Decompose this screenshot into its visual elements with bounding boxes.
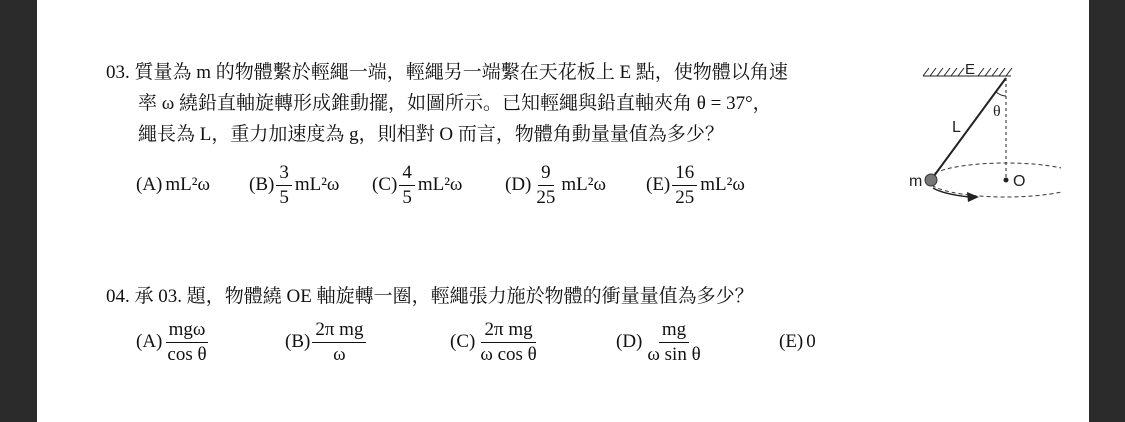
- label-O: O: [1013, 173, 1026, 190]
- option-value: 0: [806, 331, 816, 352]
- q04-option-b: [285, 312, 369, 372]
- q03-option-c: [372, 155, 462, 215]
- fraction-numerator: 3: [276, 162, 292, 186]
- q03-options: [136, 155, 836, 215]
- fraction-numerator: mgω: [166, 319, 209, 343]
- option-expression: mL²ω: [561, 174, 606, 195]
- option-expression: mL²ω: [700, 174, 745, 195]
- option-label: (C): [450, 331, 476, 352]
- option-label: (E): [646, 174, 671, 195]
- fraction-numerator: 4: [399, 162, 415, 186]
- mass-ball: [925, 174, 937, 186]
- label-E: E: [965, 61, 976, 78]
- q04-options: [136, 312, 856, 372]
- fraction: [672, 162, 697, 209]
- fraction-denominator: cos θ: [167, 343, 207, 365]
- document-page: [37, 0, 1089, 422]
- conical-pendulum-figure: [861, 60, 1061, 210]
- label-L: L: [952, 119, 961, 136]
- q03-option-e: [646, 155, 745, 215]
- arrowhead: [967, 192, 979, 202]
- option-label: (B): [249, 174, 275, 195]
- q03-line-2: 率 ω 繞鉛直軸旋轉形成錐動擺，如圖所示。已知輕繩與鉛直軸夾角 θ = 37°，: [138, 93, 772, 114]
- q04-option-a: [136, 312, 213, 372]
- center-point: [1004, 178, 1009, 183]
- fraction-denominator: ω sin θ: [647, 343, 701, 365]
- q03-option-d: [505, 155, 606, 215]
- fraction-denominator: 25: [675, 186, 695, 208]
- option-expression: mL²ω: [165, 174, 210, 195]
- option-expression: mL²ω: [294, 174, 340, 195]
- q03-option-a: [136, 155, 210, 215]
- fraction: [533, 162, 558, 209]
- fraction-denominator: ω cos θ: [480, 343, 537, 365]
- rotation-arrow: [933, 188, 969, 197]
- fraction: [644, 319, 703, 366]
- fraction-denominator: 25: [536, 186, 556, 208]
- label-theta: θ: [993, 103, 1001, 120]
- fraction-numerator: mg: [659, 319, 689, 343]
- fraction-numerator: 9: [538, 162, 554, 186]
- fraction: [276, 162, 292, 209]
- option-expression: mL²ω: [417, 174, 463, 195]
- q04-line: 04. 承 03. 題，物體繞 OE 軸旋轉一圈，輕繩張力施於物體的衝量量值為多少？: [106, 286, 754, 307]
- q04-option-d: [616, 312, 707, 372]
- fraction: [477, 319, 539, 366]
- label-m: m: [909, 173, 923, 190]
- q03-line-3: 繩長為 L，重力加速度為 g，則相對 O 而言，物體角動量量值為多少？: [138, 124, 724, 145]
- fraction-denominator: 5: [402, 186, 412, 208]
- fraction: [164, 319, 209, 366]
- fraction-denominator: ω: [333, 343, 346, 365]
- fraction: [312, 319, 366, 366]
- q03-line-1: 03. 質量為 m 的物體繫於輕繩一端，輕繩另一端繫在天花板上 E 點，使物體以角速: [106, 62, 788, 83]
- option-label: (D): [616, 331, 643, 352]
- fraction-denominator: 5: [279, 186, 289, 208]
- circular-path: [928, 163, 1061, 197]
- option-label: (A): [136, 174, 163, 195]
- q04-option-c: [450, 312, 543, 372]
- option-label: (E): [779, 331, 804, 352]
- option-label: (B): [285, 331, 311, 352]
- angle-arc: [996, 92, 1006, 96]
- option-label: (D): [505, 174, 532, 195]
- fraction-numerator: 2π mg: [312, 319, 366, 343]
- fraction-numerator: 2π mg: [481, 319, 535, 343]
- fraction: [399, 162, 415, 209]
- option-label: (A): [136, 331, 163, 352]
- option-label: (C): [372, 174, 398, 195]
- q04-option-e: [779, 312, 816, 372]
- q03-option-b: [249, 155, 339, 215]
- fraction-numerator: 16: [672, 162, 697, 186]
- string: [931, 78, 1006, 180]
